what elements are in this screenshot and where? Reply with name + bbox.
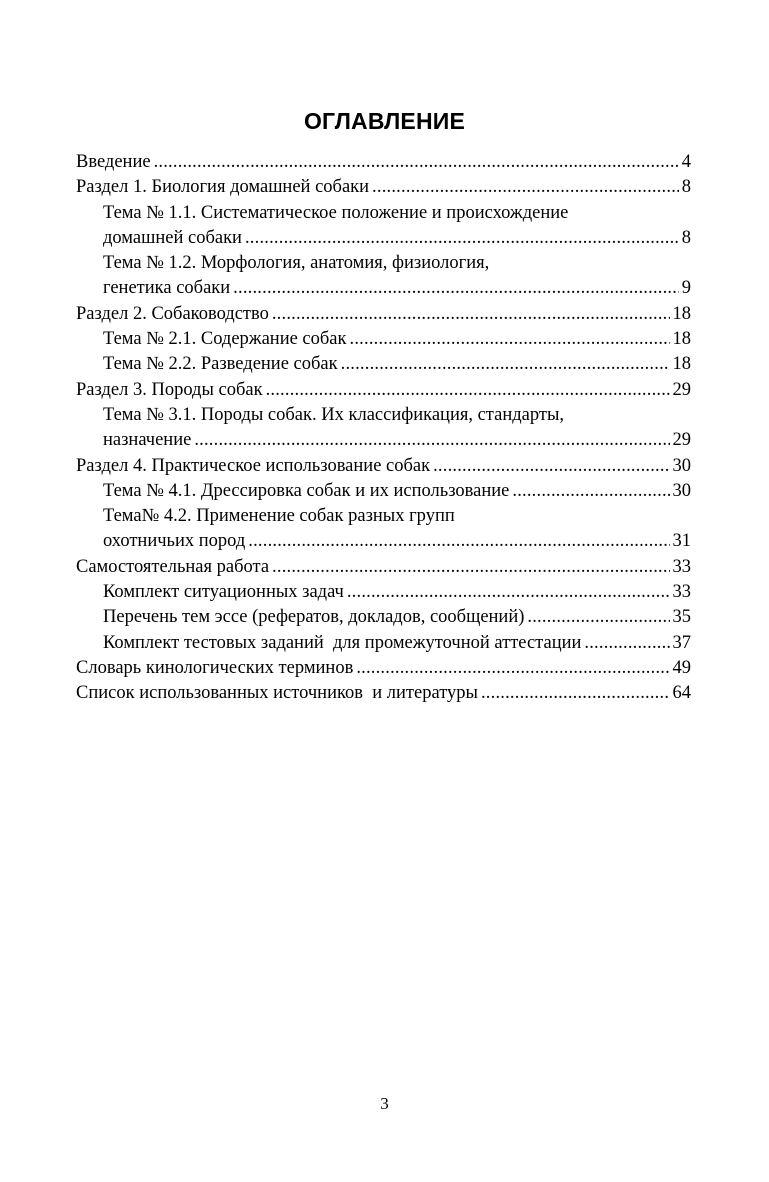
- toc-entry-text: Раздел 2. Собаководство: [76, 303, 269, 324]
- toc-leader-dots: [248, 529, 669, 554]
- toc-entry-page: 8: [681, 177, 691, 198]
- toc-leader-dots: [433, 454, 669, 479]
- toc-entry-topic-1-1[interactable]: [76, 226, 691, 251]
- toc-entry-text: Список использованных источников и литературы: [76, 683, 478, 704]
- toc-entry-text: Тема № 3.1. Породы собак. Их классификация, стандарты,: [103, 404, 565, 425]
- toc-entry-topic-4-2[interactable]: [76, 529, 691, 554]
- page-number: 3: [380, 1094, 389, 1113]
- toc-leader-dots: [233, 276, 679, 301]
- page-title: ОГЛАВЛЕНИЕ: [303, 108, 466, 134]
- toc-entry-text: домашней собаки: [103, 227, 242, 248]
- toc-leader-dots: [584, 631, 669, 656]
- toc-entry-text: Тема № 2.2. Разведение собак: [103, 354, 338, 375]
- toc-entry-page: 30: [672, 480, 691, 501]
- toc-leader-dots: [272, 555, 669, 580]
- toc-leader-dots: [245, 226, 679, 251]
- toc-entry-text: Введение: [76, 152, 151, 172]
- toc-entry-page: 64: [672, 683, 691, 704]
- toc-entry-situational-tasks[interactable]: [76, 580, 691, 605]
- toc-entry-essay-topics[interactable]: [76, 605, 691, 630]
- toc-leader-dots: [347, 580, 670, 605]
- toc-leader-dots: [194, 428, 669, 453]
- toc-entry-text: Перечень тем эссе (рефератов, докладов, сообщений): [103, 607, 525, 628]
- toc-entry-page: 49: [672, 657, 691, 678]
- toc-leader-dots: [350, 327, 670, 352]
- toc-entry-text: генетика собаки: [103, 278, 231, 299]
- toc-leader-dots: [154, 150, 679, 175]
- toc-entry-page: 18: [672, 303, 691, 324]
- toc-entry-page: 31: [672, 531, 691, 552]
- toc-leader-dots: [266, 378, 670, 403]
- toc-entry-topic-1-2[interactable]: [76, 276, 691, 301]
- toc-entry-page: 33: [672, 556, 691, 577]
- toc-entry-text: Тема № 4.1. Дрессировка собак и их использование: [103, 480, 510, 501]
- toc-entry-text: охотничьих пород: [103, 531, 246, 552]
- toc-entry-topic-3-1-line1[interactable]: [76, 403, 691, 428]
- toc-entry-page: 35: [672, 607, 691, 628]
- toc-entry-glossary[interactable]: [76, 656, 691, 681]
- toc-entry-topic-2-1[interactable]: [76, 327, 691, 352]
- toc-entry-text: Тема № 2.1. Содержание собак: [103, 329, 347, 350]
- toc-entry-text: Раздел 1. Биология домашней собаки: [76, 177, 370, 198]
- toc-entry-text: Раздел 4. Практическое использование собак: [76, 455, 431, 476]
- toc-leader-dots: [481, 681, 670, 706]
- toc-entry-page: 18: [672, 329, 691, 350]
- toc-leader-dots: [356, 656, 669, 681]
- toc-entry-section-3[interactable]: [76, 378, 691, 403]
- toc-entry-references[interactable]: [76, 681, 691, 706]
- toc-entry-page: 8: [681, 227, 691, 248]
- toc-entry-section-2[interactable]: [76, 302, 691, 327]
- toc-leader-dots: [512, 479, 669, 504]
- toc-entry-page: 29: [672, 430, 691, 451]
- toc-entry-text: Раздел 3. Породы собак: [76, 379, 263, 400]
- toc-leader-dots: [272, 302, 670, 327]
- toc-entry-topic-1-1-line1[interactable]: [76, 201, 691, 226]
- toc-entry-text: Тема№ 4.2. Применение собак разных групп: [103, 506, 455, 527]
- toc-entry-text: Комплект тестовых заданий для промежуточной аттестации: [103, 632, 582, 653]
- toc-leader-dots: [372, 175, 679, 200]
- table-of-contents: [76, 150, 691, 707]
- toc-entry-text: Комплект ситуационных задач: [103, 582, 344, 603]
- toc-entry-topic-4-1[interactable]: [76, 479, 691, 504]
- toc-leader-dots: [341, 352, 670, 377]
- toc-entry-page: 37: [672, 632, 691, 653]
- toc-entry-page: 33: [672, 582, 691, 603]
- toc-entry-introduction[interactable]: [76, 150, 691, 175]
- toc-entry-topic-1-2-line1[interactable]: [76, 251, 691, 276]
- toc-entry-page: 9: [681, 278, 691, 299]
- toc-entry-topic-2-2[interactable]: [76, 352, 691, 377]
- toc-entry-page: 4: [681, 152, 691, 172]
- toc-entry-section-4[interactable]: [76, 454, 691, 479]
- toc-entry-topic-3-1[interactable]: [76, 428, 691, 453]
- toc-entry-test-tasks[interactable]: [76, 631, 691, 656]
- toc-entry-text: Тема № 1.1. Систематическое положение и происхождение: [103, 202, 569, 223]
- toc-entry-section-1[interactable]: [76, 175, 691, 200]
- toc-entry-text: Тема № 1.2. Морфология, анатомия, физиология,: [103, 253, 490, 274]
- toc-entry-independent-work[interactable]: [76, 555, 691, 580]
- toc-leader-dots: [527, 605, 669, 630]
- toc-entry-page: 29: [672, 379, 691, 400]
- toc-entry-text: Словарь кинологических терминов: [76, 657, 354, 678]
- toc-entry-topic-4-2-line1[interactable]: [76, 504, 691, 529]
- toc-entry-page: 30: [672, 455, 691, 476]
- toc-entry-text: назначение: [103, 430, 192, 451]
- toc-entry-text: Самостоятельная работа: [76, 556, 270, 577]
- toc-entry-page: 18: [672, 354, 691, 375]
